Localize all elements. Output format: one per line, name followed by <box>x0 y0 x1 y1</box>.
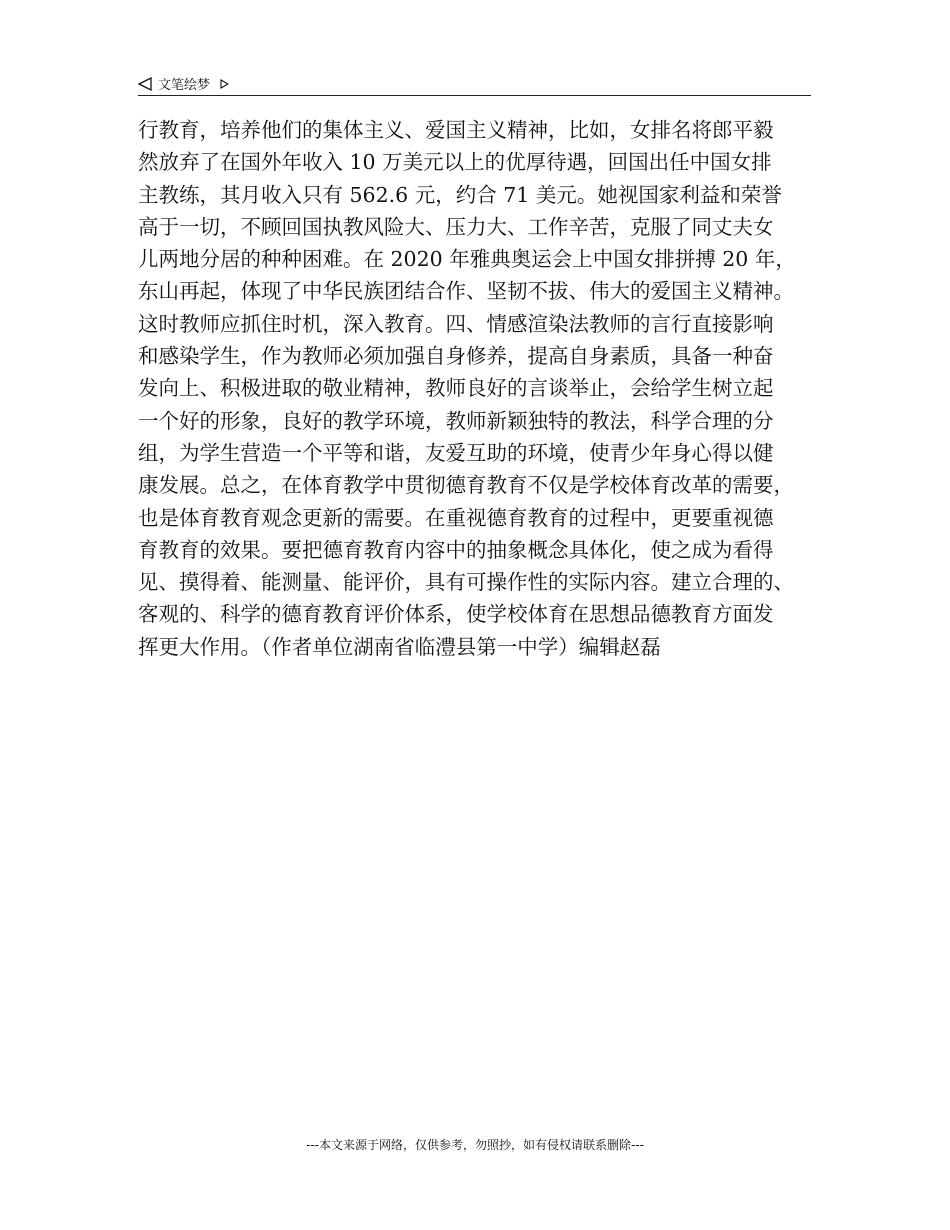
body-line: 见、摸得着、能测量、能评价，具有可操作性的实际内容。建立合理的、 <box>138 570 794 595</box>
body-line: 发向上、积极进取的敬业精神，教师良好的言谈举止，会给学生树立起 <box>138 376 774 401</box>
article-body <box>138 114 818 663</box>
page-header <box>138 72 811 96</box>
body-line: 东山再起，体现了中华民族团结合作、坚韧不拔、伟大的爱国主义精神。 <box>138 279 794 304</box>
body-line: 行教育，培养他们的集体主义、爱国主义精神，比如，女排名将郎平毅 <box>138 118 774 142</box>
body-line: 儿两地分居的种种困难。在 2020 年雅典奥运会上中国女排拼搏 20 年， <box>138 247 796 272</box>
body-line: 然放弃了在国外年收入 10 万美元以上的优厚待遇，回国出任中国女排 <box>138 150 772 175</box>
body-line: 也是体育教育观念更新的需要。在重视德育教育的过程中，更要重视德 <box>138 505 774 530</box>
footer-disclaimer: ---本文来源于网络，仅供参考，勿照抄，如有侵权请联系删除--- <box>306 1138 644 1152</box>
triangle-left-icon <box>138 77 152 91</box>
body-line: 高于一切，不顾回国执教风险大、压力大、工作辛苦，克服了同丈夫女 <box>138 214 774 239</box>
body-line: 组，为学生营造一个平等和谐，友爱互助的环境，使青少年身心得以健 <box>138 440 774 465</box>
body-line: 康发展。总之，在体育教学中贯彻德育教育不仅是学校体育改革的需要， <box>138 473 794 498</box>
body-line: 一个好的形象，良好的教学环境，教师新颖独特的教法，科学合理的分 <box>138 408 774 433</box>
body-line: 主教练，其月收入只有 562.6 元，约合 71 美元。她视国家利益和荣誉 <box>138 182 782 207</box>
body-line: 育教育的效果。要把德育教育内容中的抽象概念具体化，使之成为看得 <box>138 537 774 562</box>
body-line: 这时教师应抓住时机，深入教育。四、情感渲染法教师的言行直接影响 <box>138 311 774 336</box>
triangle-right-icon <box>220 79 229 89</box>
header-brand: 文笔绘梦 <box>158 78 211 93</box>
body-line: 客观的、科学的德育教育评价体系，使学校体育在思想品德教育方面发 <box>138 602 774 627</box>
body-line: 挥更大作用。（作者单位湖南省临澧县第一中学）编辑赵磊 <box>138 634 661 659</box>
body-line: 和感染学生，作为教师必须加强自身修养，提高自身素质，具备一种奋 <box>138 344 774 369</box>
